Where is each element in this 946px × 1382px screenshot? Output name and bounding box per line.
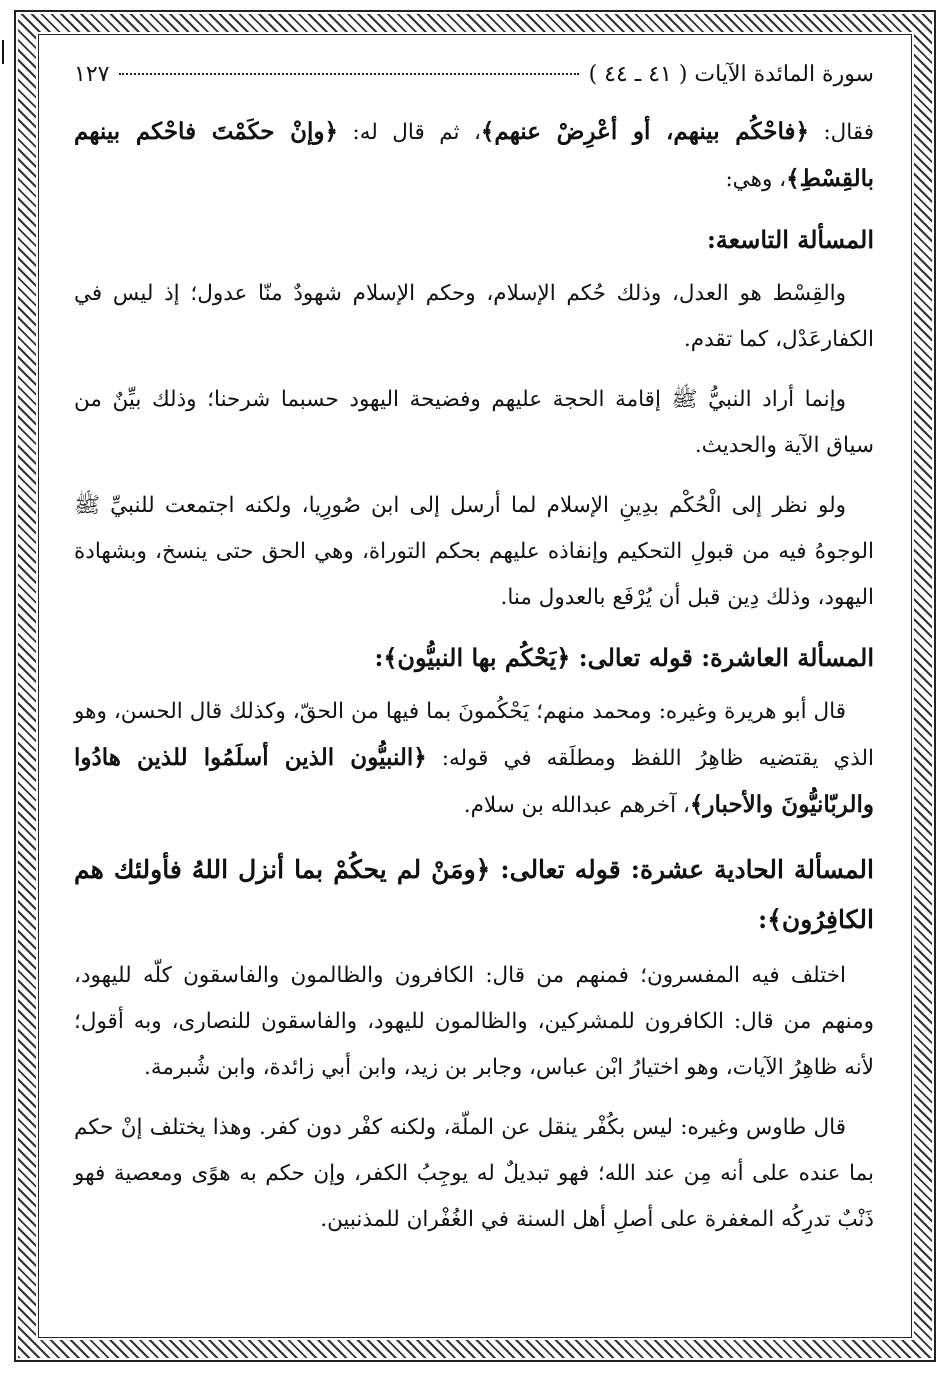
heading-issue-10 [74, 635, 874, 681]
heading-colon: : [374, 643, 384, 672]
quran-quote: ﴿فاحْكُم بينهم، أو أعْرِضْ عنهم﴾ [480, 118, 809, 145]
quran-quote: ﴿يَحْكُم بها النبيُّون﴾ [383, 643, 571, 672]
running-header [74, 62, 874, 87]
paragraph: ولو نظر إلى الْحُكْم بدِينِ الإسلام لما أرسل إلى ابن صُورِيا، ولكنه اجتمعت للنبيِّ ﷺ الوجوهُ فيه من قبولِ التحكيم وإنفاذه عليهم بحكم التوراة، وهي الحق حتى ينسخ، وبشهادة اليهود، وذلك دِين قبل أن يُرْفَع بالعدول منا. [74, 493, 874, 610]
text-run: ، وهي: [725, 167, 787, 192]
heading-colon: : [757, 905, 768, 934]
quran-quote: ﴿وإنْ حكَمْتَ فاحْكم بينهم بالقِسْطِ﴾ [74, 118, 874, 192]
text-run: ، ثم قال له: [338, 120, 481, 145]
heading-issue-11 [74, 845, 874, 945]
page-content [74, 62, 874, 1257]
paragraph: والقِسْط هو العدل، وذلك حُكم الإسلام، وحكم الإسلام شهودٌ منّا عدول؛ إذ ليس في الكفارعَدْل، كما تقدم. [74, 281, 874, 352]
leader-dots [119, 73, 578, 75]
heading-issue-9: المسألة التاسعة: [706, 225, 874, 254]
text-run: قال أبو هريرة وغيره: ومحمد منهم؛ يَحْكُمونَ بما فيها من الحقّ، وكذلك قال الحسن، وهو الذي يقتضيه ظاهِرُ اللفظ ومطلَقه في قوله: [74, 699, 875, 771]
quran-quote: ﴿النبيُّون الذين أسلَمُوا للذين هادُوا والربّانيُّونَ والأحبار﴾ [74, 744, 874, 818]
scan-edge-mark [2, 40, 4, 64]
paragraph: قال طاوس وغيره: ليس بكُفْر ينقل عن الملّة، ولكنه كفْر دون كفر. وهذا يختلف إنْ حكم بما عنده على أنه مِن عند الله؛ فهو تبديلٌ له يوجِبُ الكفر، وإن حكم به هوًى ومعصية فهو ذَنْبٌ تدرِكُه المغفرة على أصلِ أهل السنة في الغُفْران للمذنبين. [74, 1115, 874, 1232]
text-run: ، آخرهم عبدالله بن سلام. [463, 793, 690, 818]
heading-text: المسألة الحادية عشرة: قوله تعالى: [490, 855, 874, 884]
quran-quote: ﴿ومَنْ لم يحكُمْ بما أنزل اللهُ فأولئك هم الكافِرُون﴾ [74, 855, 874, 934]
paragraph: اختلف فيه المفسرون؛ فمنهم من قال: الكافرون والظالمون والفاسقون كلّه لليهود، ومنهم من قال: الكافرون للمشركين، والظالمون لليهود، والفاسقون للنصارى، وبه أقول؛ لأنه ظاهِرُ الآيات، وهو اختيارُ ابْن عباس، وجابر بن زيد، وابن أبي زائدة، وابن شُبرمة. [74, 963, 874, 1080]
page-number: ١٢٧ [74, 62, 110, 87]
paragraph [74, 689, 874, 829]
heading-text: المسألة العاشرة: قوله تعالى: [570, 643, 874, 672]
surah-title: سورة المائدة الآيات ( ٤١ ـ ٤٤ ) [588, 62, 874, 87]
paragraph: وإنما أراد النبيُّ ﷺ إقامة الحجة عليهم وفضيحة اليهود حسبما شرحنا؛ وذلك بيِّنٌ من سياق الآية والحديث. [74, 387, 874, 458]
text-run: فقال: [808, 120, 875, 145]
intro-paragraph [74, 109, 874, 203]
